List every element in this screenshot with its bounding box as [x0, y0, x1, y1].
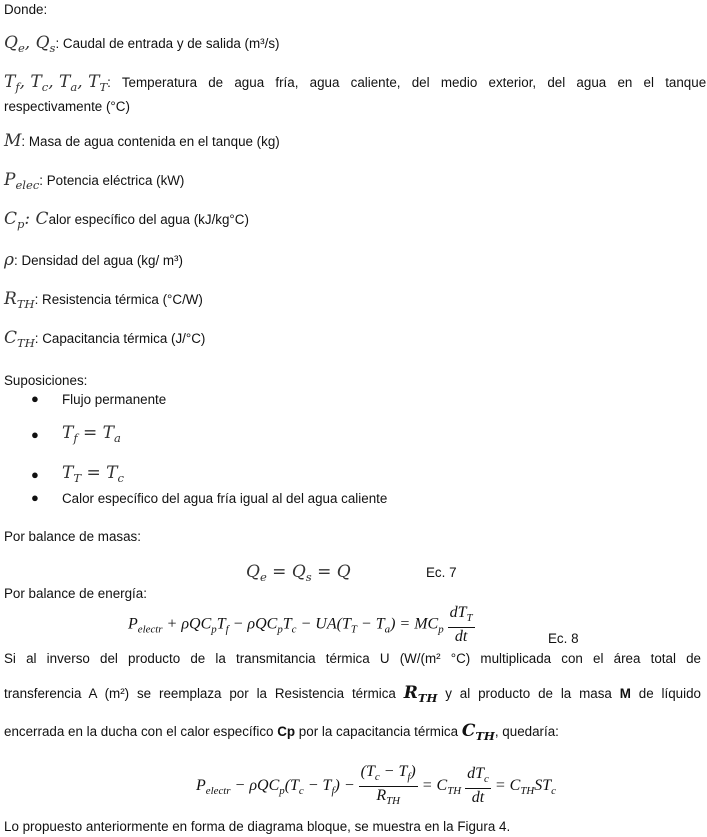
definition-text: : Capacitancia térmica (J/°C): [34, 331, 206, 346]
mass-balance-label: Por balance de masas:: [4, 529, 141, 544]
paragraph-bold: Cp: [277, 724, 296, 739]
definition-text: : Caudal de entrada y de salida (m³/s): [55, 36, 280, 51]
symbol-cp: $C_p$: [4, 209, 25, 232]
bullet-icon: ●: [31, 490, 39, 505]
assumption-item-tt-tc: $T_T = T_c$: [62, 463, 124, 486]
paragraph-line-2: [4, 684, 701, 707]
fraction-resistance: $\frac{(T_c - T_f)}{R_{TH}}$: [360, 763, 416, 807]
definition-resistance: [4, 290, 203, 313]
symbol-rth-bold: $R_{TH}$: [403, 683, 438, 706]
closing-sentence: Lo propuesto anteriormente en forma de diagrama bloque, se muestra en la Figura 4.: [4, 819, 511, 834]
symbol-cth-bold: $C_{TH}$: [461, 721, 495, 744]
equation-7-label: Ec. 7: [426, 565, 457, 580]
definition-temperatures: [4, 73, 706, 96]
definition-text: : Potencia eléctrica (kW): [39, 173, 185, 188]
equation-8-label: Ec. 8: [548, 631, 579, 646]
bullet-icon: ●: [31, 427, 39, 442]
derivative-fraction: $\frac{dT_c}{dt}$: [467, 765, 489, 807]
equation-7: $Q_e = Q_s = Q$: [246, 562, 351, 585]
assumption-item-tf-ta: $T_f = T_a$: [62, 423, 121, 446]
paragraph-text: transferencia A (m²) se reemplaza por la Resistencia térmica: [4, 686, 396, 701]
definition-mass: [4, 132, 280, 151]
paragraph-line-1: Si al inverso del producto de la transmitancia térmica U (W/(m² °C) multiplicada con el área total de: [4, 651, 701, 666]
definition-text: alor específico del agua (kJ/kg°C): [48, 212, 249, 227]
symbol-rho: ρ: [4, 250, 14, 270]
paragraph-bold: M: [619, 686, 631, 701]
symbol-pelec: $P_{elec}$: [4, 170, 40, 193]
symbol-rth: $R_{TH}$: [4, 289, 35, 312]
paragraph-text: por la capacitancia térmica: [298, 724, 459, 739]
definition-flow: [4, 34, 280, 57]
equation-8: $P_{electr} + \rho QC_pT_f - \rho QC_pT_c - UA(T_T - T_a) = MC_p$ $\frac{dT_T}{dt}$: [128, 604, 473, 645]
assumptions-title: Suposiciones:: [4, 373, 88, 388]
bullet-icon: ●: [31, 467, 39, 482]
symbol-temperatures: $T_f$, $T_c$, $T_a$, $T_T$: [4, 72, 108, 95]
definition-power: [4, 171, 184, 194]
definition-specific-heat: [4, 210, 249, 233]
definition-density: [4, 251, 183, 270]
definition-text: : Temperatura de agua fría, agua caliente, del medio exterior, del agua en el tanque: [107, 75, 707, 90]
paragraph-text: y al producto de la masa: [445, 686, 612, 701]
definition-text: : Masa de agua contenida en el tanque (kg): [21, 134, 280, 149]
definition-temperatures-line2: respectivamente (°C): [4, 99, 130, 114]
paragraph-line-3: [4, 722, 559, 745]
definition-capacitance: [4, 329, 205, 352]
definition-text: : Densidad del agua (kg/ m³): [14, 253, 183, 268]
section-intro: Donde:: [4, 2, 48, 17]
derivative-fraction: $\frac{dT_T}{dt}$: [449, 604, 473, 645]
energy-balance-label: Por balance de energía:: [4, 586, 147, 601]
definition-colon-c: : C: [24, 209, 49, 229]
paragraph-text: encerrada en la ducha con el calor específico: [4, 724, 274, 739]
symbol-m: M: [4, 131, 22, 151]
paragraph-text: , quedaría:: [494, 724, 559, 739]
symbol-cth: $C_{TH}$: [4, 328, 35, 351]
equation-final: $P_{electr} - \rho QC_p(T_c - T_f)$ − $\frac{(T_c - T_f)}{R_{TH}}$ = $C_{TH}$ $\frac{dT_c}{dt}$ = $C_{TH}ST_c$: [196, 763, 556, 810]
symbol-qe-qs: $Q_e$, $Q_s$: [4, 33, 56, 56]
bullet-icon: ●: [31, 391, 39, 406]
definition-text: : Resistencia térmica (°C/W): [34, 292, 203, 307]
paragraph-text: de líquido: [638, 686, 701, 701]
assumption-item: Calor específico del agua fría igual al del agua caliente: [62, 491, 388, 506]
assumption-item: Flujo permanente: [62, 392, 167, 407]
